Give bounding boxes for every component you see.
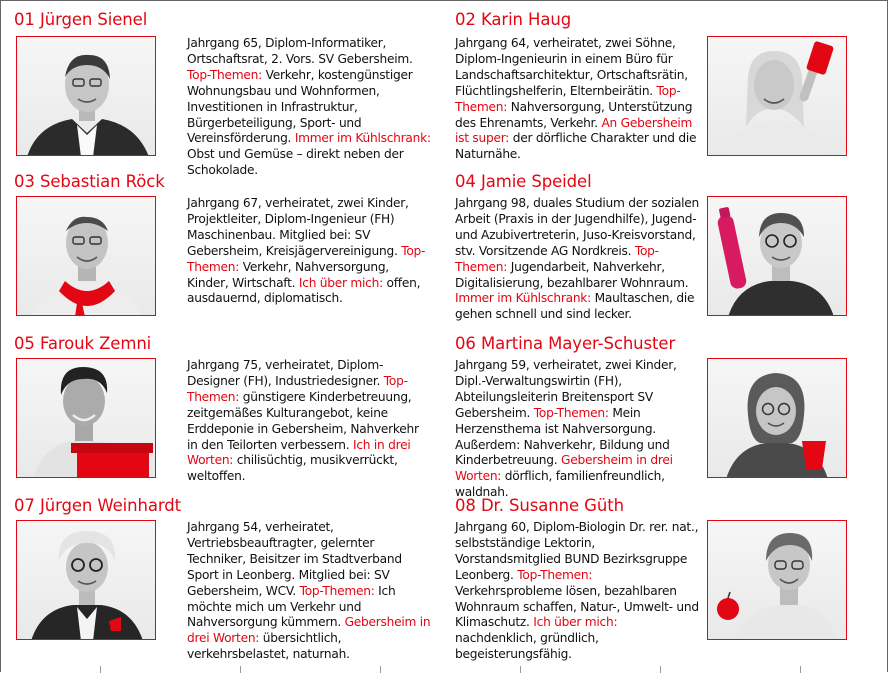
bio-intro: Jahrgang 67, verheiratet, zwei Kinder, Projektleiter, Diplom-Ingenieur (FH) Maschinenbau. Mitglied bei: SV Gebersheim, Kreisjägervereinigung.	[187, 196, 409, 258]
candidate-photo	[16, 358, 156, 478]
bio-extra-label: An Gebersheim ist super:	[455, 115, 693, 146]
bio-topics: Jugendarbeit, Nahverkehr, Digitalisierung, bezahlbarer Wohnraum.	[455, 259, 689, 290]
bio-topics: Mein Herzensthema ist Nahversorgung. Außerdem: Nahverkehr, Bildung und Kinderbetreuung.	[455, 405, 670, 468]
bio-topics-label: Top-Themen:	[299, 583, 375, 598]
candidate-bio	[187, 358, 432, 485]
rule-tick	[800, 666, 801, 673]
bio-topics-label: Top-Themen:	[187, 67, 262, 82]
candidate-photo	[16, 36, 156, 156]
bio-extra-label: Ich über mich:	[533, 615, 618, 630]
bio-topics-label: Top-Themen:	[517, 567, 593, 582]
candidate-bio	[455, 196, 700, 323]
candidate-photo	[16, 196, 156, 316]
bio-extra: chilisüchtig, musikverrückt, weltoffen.	[187, 453, 398, 484]
candidate-card-08	[455, 496, 885, 662]
bio-extra-label: Immer im Kühlschrank:	[294, 131, 431, 146]
candidate-name: 04 Jamie Speidel	[455, 172, 592, 191]
candidate-card-06	[455, 334, 885, 500]
bio-extra: übersichtlich, verkehrsbelastet, naturnah.	[187, 631, 350, 662]
candidate-card-03	[14, 172, 444, 332]
bottom-rule	[0, 660, 888, 673]
candidate-card-05	[14, 334, 444, 494]
bio-intro: Jahrgang 75, verheiratet, Diplom-Designer (FH), Industriedesigner.	[187, 358, 384, 388]
bio-intro: Jahrgang 54, verheiratet, Vertriebsbeauftragter, gelernter Techniker, Beisitzer im Stadtverband Sport in Leonberg. Mitglied bei: SV Gebersheim, WCV.	[187, 520, 402, 598]
candidate-card-07	[14, 496, 444, 662]
rule-tick	[100, 666, 101, 673]
bio-extra: der dörfliche Charakter und die Naturnähe.	[455, 131, 697, 162]
candidate-card-02	[455, 10, 885, 170]
bio-topics-label: Top-Themen:	[455, 243, 659, 274]
bio-extra: Maultaschen, die gehen schnell und sind lecker.	[455, 291, 695, 322]
candidate-name: 06 Martina Mayer-Schuster	[455, 334, 676, 353]
bio-extra-label: Immer im Kühlschrank:	[455, 291, 591, 306]
candidate-card-04	[455, 172, 885, 332]
rule-tick	[380, 666, 381, 673]
bio-extra: dörflich, familienfreundlich, waldnah.	[455, 469, 665, 500]
candidate-bio	[455, 358, 700, 501]
candidate-name: 05 Farouk Zemni	[14, 334, 152, 353]
bio-extra-label: Gebersheim in drei Worten:	[455, 453, 673, 484]
rule-tick	[520, 666, 521, 673]
candidate-photo	[707, 36, 847, 156]
candidate-photo	[707, 196, 847, 316]
candidate-name: 02 Karin Haug	[455, 10, 572, 29]
bio-intro: Jahrgang 64, verheiratet, zwei Söhne, Diplom-Ingenieurin in einem Büro für Landschaftsarchitektur, Ortschaftsrätin, Flüchtlingshelferin, Elternbeirätin.	[455, 36, 688, 98]
candidate-name: 07 Jürgen Weinhardt	[14, 496, 182, 515]
bio-intro: Jahrgang 98, duales Studium der sozialen Arbeit (Praxis in der Jugendhilfe), Jugend- und Azubivertreterin, Juso-Kreisvorstand, stv. Vorsitzende AG Nordkreis.	[455, 196, 700, 258]
bio-topics: Ich möchte mich um Verkehr und Nahversorgung kümmern.	[187, 583, 396, 630]
candidate-card-01	[14, 10, 444, 178]
candidate-photo	[707, 520, 847, 640]
candidate-bio	[187, 36, 432, 179]
candidate-bio	[187, 520, 432, 663]
bio-extra-label: Gebersheim in drei Worten:	[187, 615, 431, 646]
candidate-bio	[187, 196, 432, 307]
bio-extra: Obst und Gemüse – direkt neben der Schokolade.	[187, 147, 404, 178]
bio-extra: offen, ausdauernd, diplomatisch.	[187, 275, 421, 306]
bio-topics: Verkehr, kostengünstiger Wohnungsbau und Wohnformen, Investitionen in Infrastruktur, Bürgerbeteiligung, Sport- und Vereinsförderung.	[187, 67, 413, 146]
candidate-name: 03 Sebastian Röck	[14, 172, 165, 191]
bio-topics-label: Top-Themen:	[187, 373, 408, 404]
bio-extra: nachdenklich, gründlich, begeisterungsfähig.	[455, 631, 599, 662]
bio-extra-label: Ich in drei Worten:	[187, 437, 411, 468]
bio-topics-label: Top-Themen:	[455, 83, 681, 114]
candidate-name: 01 Jürgen Sienel	[14, 10, 148, 29]
bio-topics: Nahversorgung, Unterstützung des Ehrenamts, Verkehr.	[455, 99, 693, 130]
rule-tick	[240, 666, 241, 673]
rule-tick	[660, 666, 661, 673]
bio-topics: günstigere Kinderbetreuung, zeitgemäßes Kulturangebot, keine Erddeponie in Gebersheim, Nahverkehr in den Teilorten verbessern.	[187, 389, 419, 452]
bio-topics-label: Top-Themen:	[533, 405, 609, 420]
candidate-name: 08 Dr. Susanne Güth	[455, 496, 624, 515]
candidate-bio	[455, 520, 700, 663]
candidate-photo	[707, 358, 847, 478]
candidate-photo	[16, 520, 156, 640]
bio-intro: Jahrgang 65, Diplom-Informatiker, Ortschaftsrat, 2. Vors. SV Gebersheim.	[187, 36, 413, 66]
bio-topics: Verkehr, Nahversorgung, Kinder, Wirtschaft.	[187, 259, 389, 290]
bio-topics-label: Top-Themen:	[187, 243, 426, 274]
bio-topics: Verkehrsprobleme lösen, bezahlbaren Wohnraum schaffen, Natur-, Umwelt- und Klimaschutz.	[455, 583, 699, 630]
bio-intro: Jahrgang 60, Diplom-Biologin Dr. rer. nat., selbstständige Lektorin, Vorstandsmitglied BUND Bezirksgruppe Leonberg.	[455, 520, 699, 582]
candidate-bio	[455, 36, 700, 163]
bio-extra-label: Ich über mich:	[298, 275, 383, 290]
bio-intro: Jahrgang 59, verheiratet, zwei Kinder, Dipl.-Verwaltungswirtin (FH), Abteilungsleiterin Breitensport SV Gebersheim.	[455, 358, 677, 420]
